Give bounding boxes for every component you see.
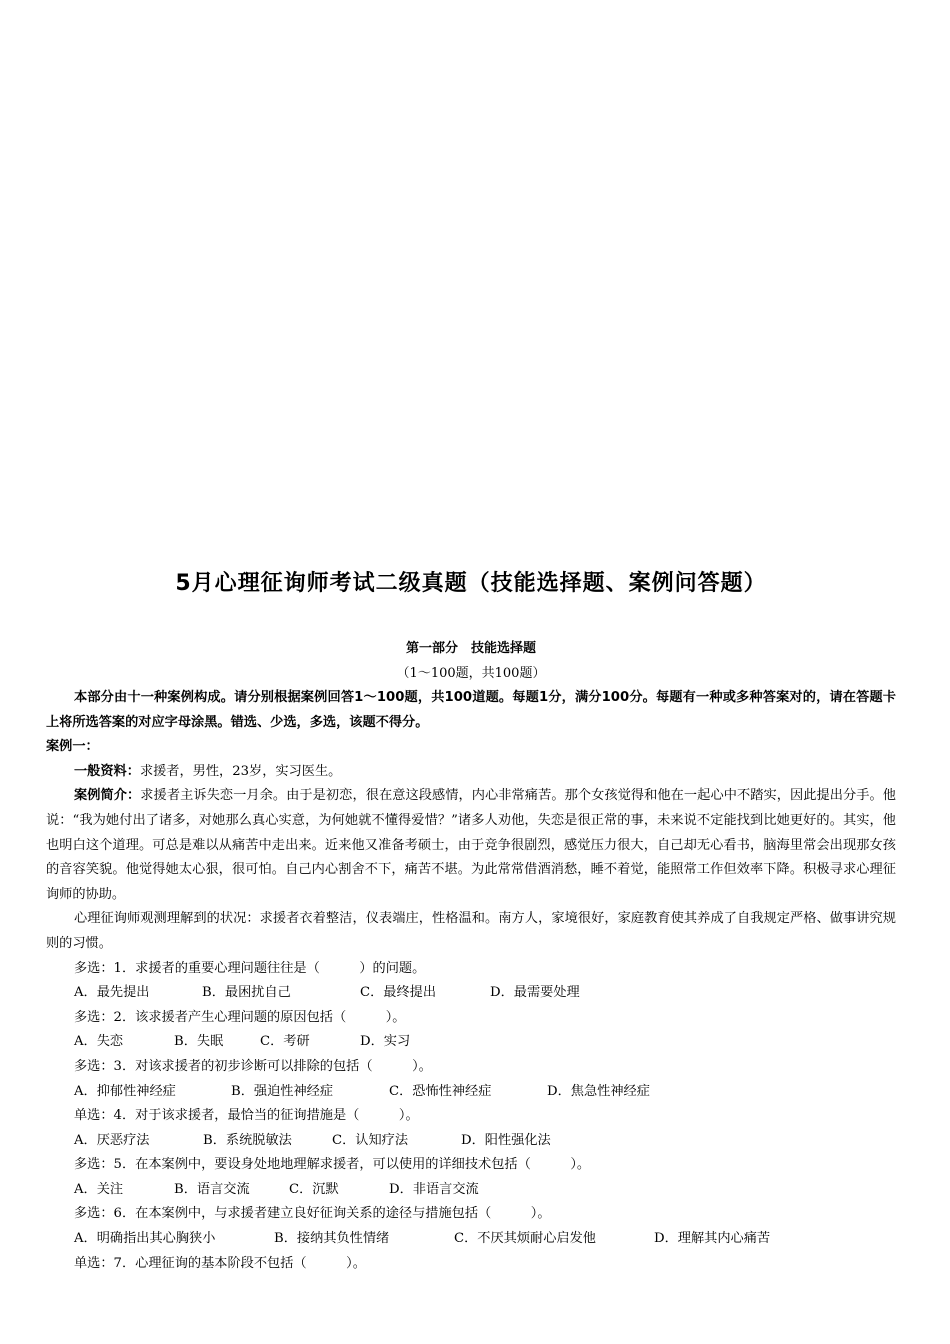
option: D．非语言交流 bbox=[389, 1181, 479, 1197]
question-6: 多选：6．在本案例中，与求援者建立良好征询关系的途径与措施包括（ ）。 bbox=[74, 1206, 551, 1222]
option: B．语言交流 bbox=[174, 1181, 250, 1197]
observation-paragraph: 心理征询师观测理解到的状况：求援者衣着整洁，仪表端庄，性格温和。南方人，家境很好，家庭教育使其养成了自我规定严格、做事讲究规则的习惯。 bbox=[46, 911, 896, 951]
part-heading: 第一部分 技能选择题 bbox=[405, 641, 536, 656]
option: A．明确指出其心胸狭小 bbox=[74, 1231, 216, 1247]
option: A．最先提出 bbox=[74, 985, 150, 1001]
question-4: 单选：4．对于该求援者，最恰当的征询措施是（ ）。 bbox=[74, 1108, 419, 1124]
question-6-options bbox=[46, 1227, 896, 1252]
question-1: 多选：1．求援者的重要心理问题往往是（ ）的问题。 bbox=[74, 960, 426, 976]
option: A．关注 bbox=[74, 1181, 124, 1197]
part-range: （1～100题，共100题） bbox=[396, 666, 546, 681]
option: D．焦急性神经症 bbox=[547, 1083, 650, 1099]
question-2-options bbox=[46, 1030, 896, 1055]
option: C．恐怖性神经症 bbox=[389, 1083, 492, 1099]
question-5-options bbox=[46, 1178, 896, 1203]
option: B．系统脱敏法 bbox=[203, 1132, 292, 1148]
option: B．最困扰自己 bbox=[202, 985, 291, 1001]
option: B．失眠 bbox=[174, 1034, 224, 1050]
option: D．实习 bbox=[360, 1034, 411, 1050]
option: C．最终提出 bbox=[360, 985, 437, 1001]
intro-paragraph: 本部分由十一种案例构成。请分别根据案例回答1～100题，共100道题。每题1分，满分100分。每题有一种或多种答案对的，请在答题卡上将所选答案的对应字母涂黑。错选、少选，多选，该题不得分。 bbox=[46, 690, 896, 730]
option: D．阳性强化法 bbox=[461, 1132, 551, 1148]
question-3: 多选：3．对该求援者的初步诊断可以排除的包括（ ）。 bbox=[74, 1058, 432, 1074]
question-5: 多选：5．在本案例中，要设身处地地理解求援者，可以使用的详细技术包括（ ）。 bbox=[74, 1157, 591, 1173]
option: C．沉默 bbox=[289, 1181, 339, 1197]
question-7: 单选：7．心理征询的基本阶段不包括（ ）。 bbox=[74, 1255, 366, 1271]
case-summary bbox=[46, 784, 896, 907]
question-3-options bbox=[46, 1080, 896, 1105]
question-2: 多选：2．该求援者产生心理问题的原因包括（ ）。 bbox=[74, 1009, 406, 1025]
document-title: 5月心理征询师考试二级真题（技能选择题、案例问答题） bbox=[175, 571, 767, 596]
option: C．不厌其烦耐心启发他 bbox=[454, 1231, 596, 1247]
option: B．接纳其负性情绪 bbox=[274, 1231, 390, 1247]
option: A．抑郁性神经症 bbox=[74, 1083, 176, 1099]
option: D．理解其内心痛苦 bbox=[654, 1231, 771, 1247]
general-info bbox=[46, 760, 896, 785]
option: C．认知疗法 bbox=[332, 1132, 409, 1148]
option: B．强迫性神经症 bbox=[231, 1083, 334, 1099]
question-1-options bbox=[46, 981, 896, 1006]
option: D．最需要处理 bbox=[490, 985, 580, 1001]
option: A．失恋 bbox=[74, 1034, 124, 1050]
summary-text: 求援者主诉失恋一月余。由于是初恋，很在意这段感情，内心非常痛苦。那个女孩觉得和他在一起心中不踏实，因此提出分手。他说：“我为她付出了诸多，对她那么真心实意，为何她就不懂得爱惜？”诸多人劝他，失恋是很正常的事，未来说不定能找到比她更好的。其实，他也明白这个道理。可总是难以从痛苦中走出来。近来他又准备考硕士，由于竞争很剧烈，感觉压力很大，自己却无心看书，脑海里常会出现那女孩的音容笑貌。他觉得她太心狠，很可怕。自己内心割舍不下，痛苦不堪。为此常常借酒消愁，睡不着觉，能照常工作但效率下降。积极寻求心理征询师的协助。 bbox=[46, 788, 896, 902]
general-text: 求援者，男性，23岁，实习医生。 bbox=[139, 763, 342, 779]
document-body bbox=[46, 686, 896, 1276]
general-label: 一般资料： bbox=[74, 763, 140, 779]
question-4-options bbox=[46, 1129, 896, 1154]
option: A．厌恶疗法 bbox=[74, 1132, 150, 1148]
summary-label: 案例简介： bbox=[74, 788, 141, 804]
case-label: 案例一： bbox=[46, 739, 99, 755]
option: C．考研 bbox=[260, 1034, 310, 1050]
